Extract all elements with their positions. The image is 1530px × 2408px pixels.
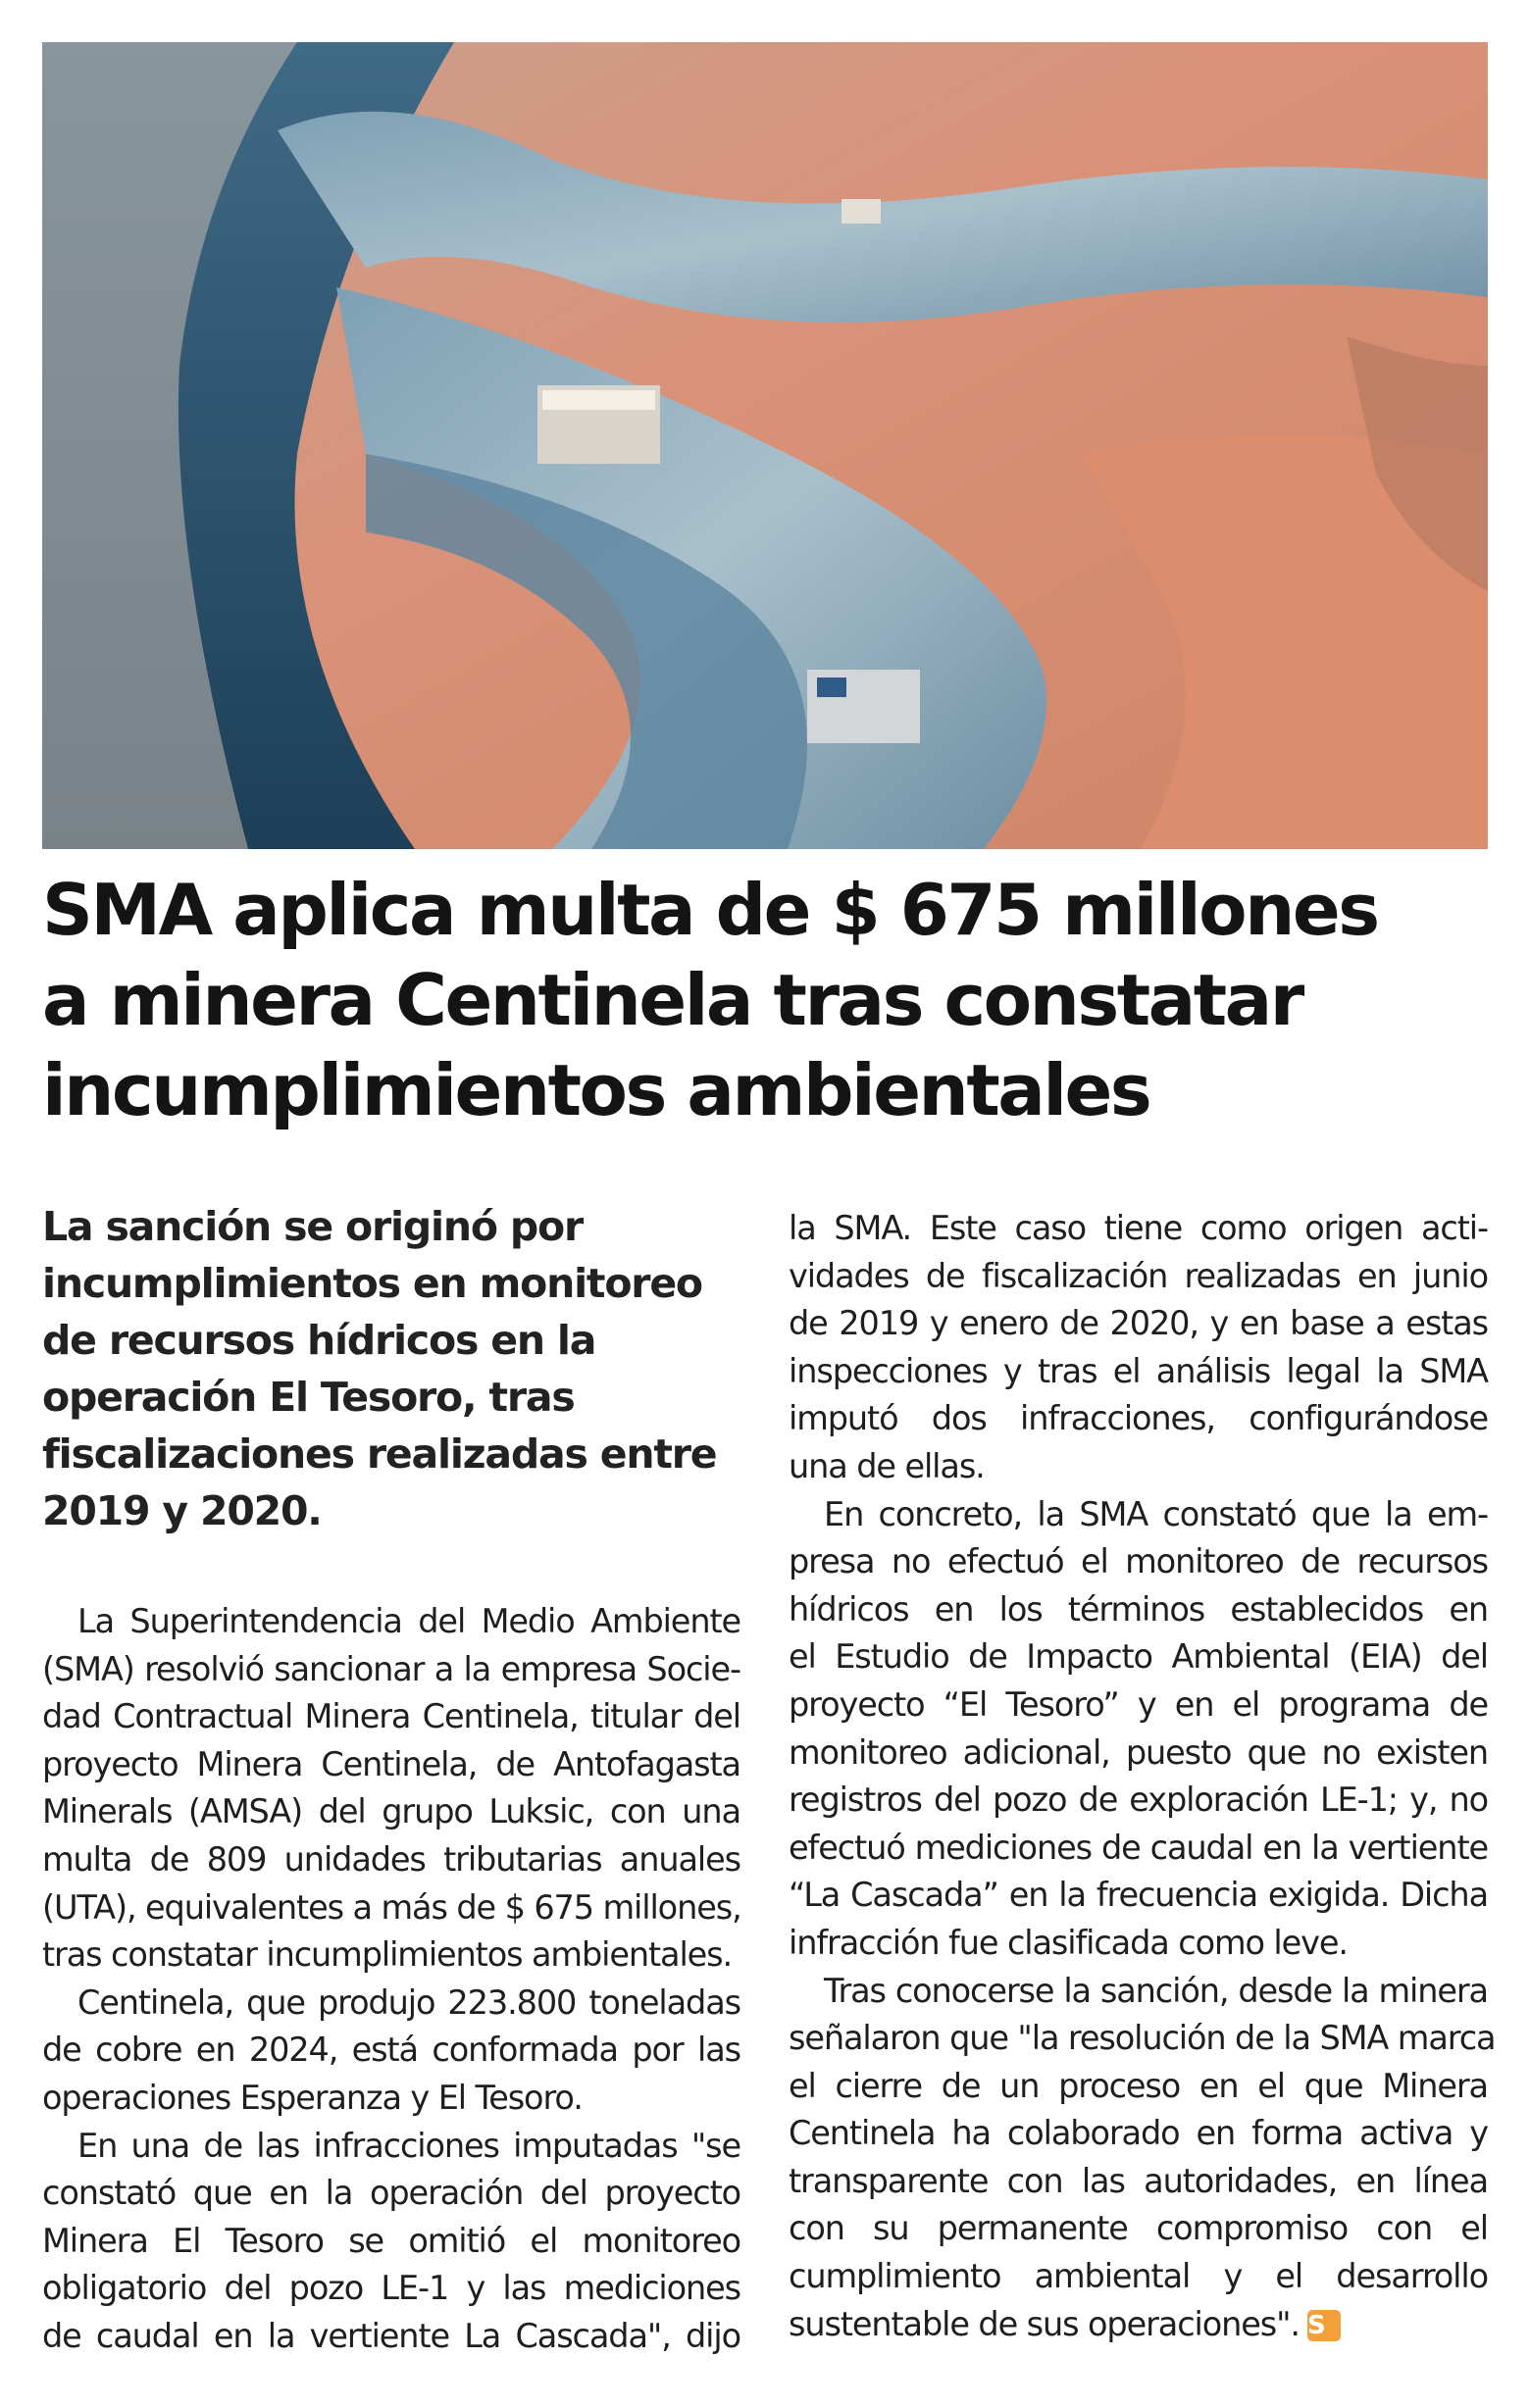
body-line: registros del pozo de exploración LE-1; y, no <box>789 1781 1488 1820</box>
left-column <box>42 1198 740 2361</box>
body-line-text: sustentable de sus operaciones". <box>789 2304 1300 2343</box>
body-line: multa de 809 unidades tributarias anuales <box>42 1839 740 1879</box>
lead-line: fiscalizaciones realizadas entre <box>42 1430 717 1478</box>
right-body-text <box>789 1205 1496 2348</box>
body-line: de 2019 y enero de 2020, y en base a estas <box>789 1304 1488 1343</box>
mine-landscape-photo-icon <box>42 42 1488 849</box>
body-line: operaciones Esperanza y El Tesoro. <box>42 2078 583 2117</box>
right-column <box>789 1205 1496 2348</box>
body-line: proyecto “El Tesoro” y en el programa de <box>789 1684 1488 1724</box>
lead-line: de recursos hídricos en la <box>42 1317 596 1364</box>
body-line: de caudal en la vertiente La Cascada", dijo <box>42 2316 740 2355</box>
lead-paragraph <box>42 1198 740 1539</box>
body-line: cumplimiento ambiental y el desarrollo <box>789 2257 1488 2296</box>
body-line: de cobre en 2024, está conformada por las <box>42 2031 740 2070</box>
body-line: Minerals (AMSA) del grupo Luksic, con una <box>42 1792 740 1831</box>
lead-line: operación El Tesoro, tras <box>42 1374 575 1421</box>
headline-line: SMA aplica multa de $ 675 millones <box>42 869 1378 951</box>
body-line: (SMA) resolvió sancionar a la empresa Socie- <box>42 1649 740 1688</box>
body-paragraph <box>789 1205 1488 1491</box>
body-line: En una de las infracciones imputadas "se <box>77 2126 740 2165</box>
lead-line: incumplimientos en monitoreo <box>42 1260 702 1307</box>
body-line: transparente con las autoridades, en línea <box>789 2161 1488 2200</box>
body-line: tras constatar incumplimientos ambientales. <box>42 1935 733 1975</box>
article-photo <box>42 42 1488 849</box>
headline <box>42 865 1488 1135</box>
body-line: efectuó mediciones de caudal en la vertiente <box>789 1828 1488 1867</box>
body-line: vidades de fiscalización realizadas en junio <box>789 1256 1488 1295</box>
body-line: “La Cascada” en la frecuencia exigida. Dicha <box>789 1876 1488 1915</box>
lead-line: La sanción se originó por <box>42 1203 584 1250</box>
body-line: obligatorio del pozo LE-1 y las mediciones <box>42 2269 740 2308</box>
body-paragraph <box>789 1968 1496 2349</box>
body-line: La Superintendencia del Medio Ambiente <box>77 1602 740 1640</box>
body-line: con su permanente compromiso con el <box>789 2209 1488 2248</box>
body-line: imputó dos infracciones, configurándose <box>789 1399 1488 1438</box>
body-paragraph <box>42 1980 740 2123</box>
body-line: presa no efectuó el monitoreo de recursos <box>789 1542 1488 1581</box>
publication-logo-icon: S <box>1307 2310 1341 2341</box>
body-line: Tras conocerse la sanción, desde la minera <box>824 1971 1488 2010</box>
body-line: señalaron que "la resolución de la SMA marca <box>789 2019 1496 2058</box>
body-line: En concreto, la SMA constató que la em- <box>824 1494 1488 1533</box>
headline-line: a minera Centinela tras constatar <box>42 959 1302 1041</box>
body-line: (UTA), equivalentes a más de $ 675 millones, <box>42 1887 741 1927</box>
body-line: Centinela, que produjo 223.800 toneladas <box>77 1982 740 2022</box>
body-paragraph <box>42 1598 740 1980</box>
left-body-text <box>42 1598 740 2361</box>
body-line: inspecciones y tras el análisis legal la SMA <box>789 1351 1488 1390</box>
headline-line: incumplimientos ambientales <box>42 1049 1150 1131</box>
body-paragraph <box>789 1491 1488 1968</box>
body-line: monitoreo adicional, puesto que no existen <box>789 1732 1488 1772</box>
body-line: Centinela ha colaborado en forma activa y <box>789 2114 1488 2153</box>
body-line: el cierre de un proceso en el que Minera <box>789 2066 1488 2105</box>
body-paragraph <box>42 2123 740 2361</box>
body-line: proyecto Minera Centinela, de Antofagasta <box>42 1744 740 1783</box>
body-line: la SMA. Este caso tiene como origen acti- <box>789 1209 1488 1247</box>
body-line: infracción fue clasificada como leve. <box>789 1923 1348 1962</box>
body-line: Minera El Tesoro se omitió el monitoreo <box>42 2221 740 2260</box>
lead-line: 2019 y 2020. <box>42 1487 322 1534</box>
body-line: dad Contractual Minera Centinela, titular del <box>42 1697 740 1736</box>
body-line: hídricos en los términos establecidos en <box>789 1589 1488 1629</box>
body-line <box>789 2301 1488 2349</box>
body-line: constató que en la operación del proyecto <box>42 2174 740 2213</box>
body-line: el Estudio de Impacto Ambiental (EIA) del <box>789 1637 1488 1677</box>
body-line: una de ellas. <box>789 1446 985 1485</box>
